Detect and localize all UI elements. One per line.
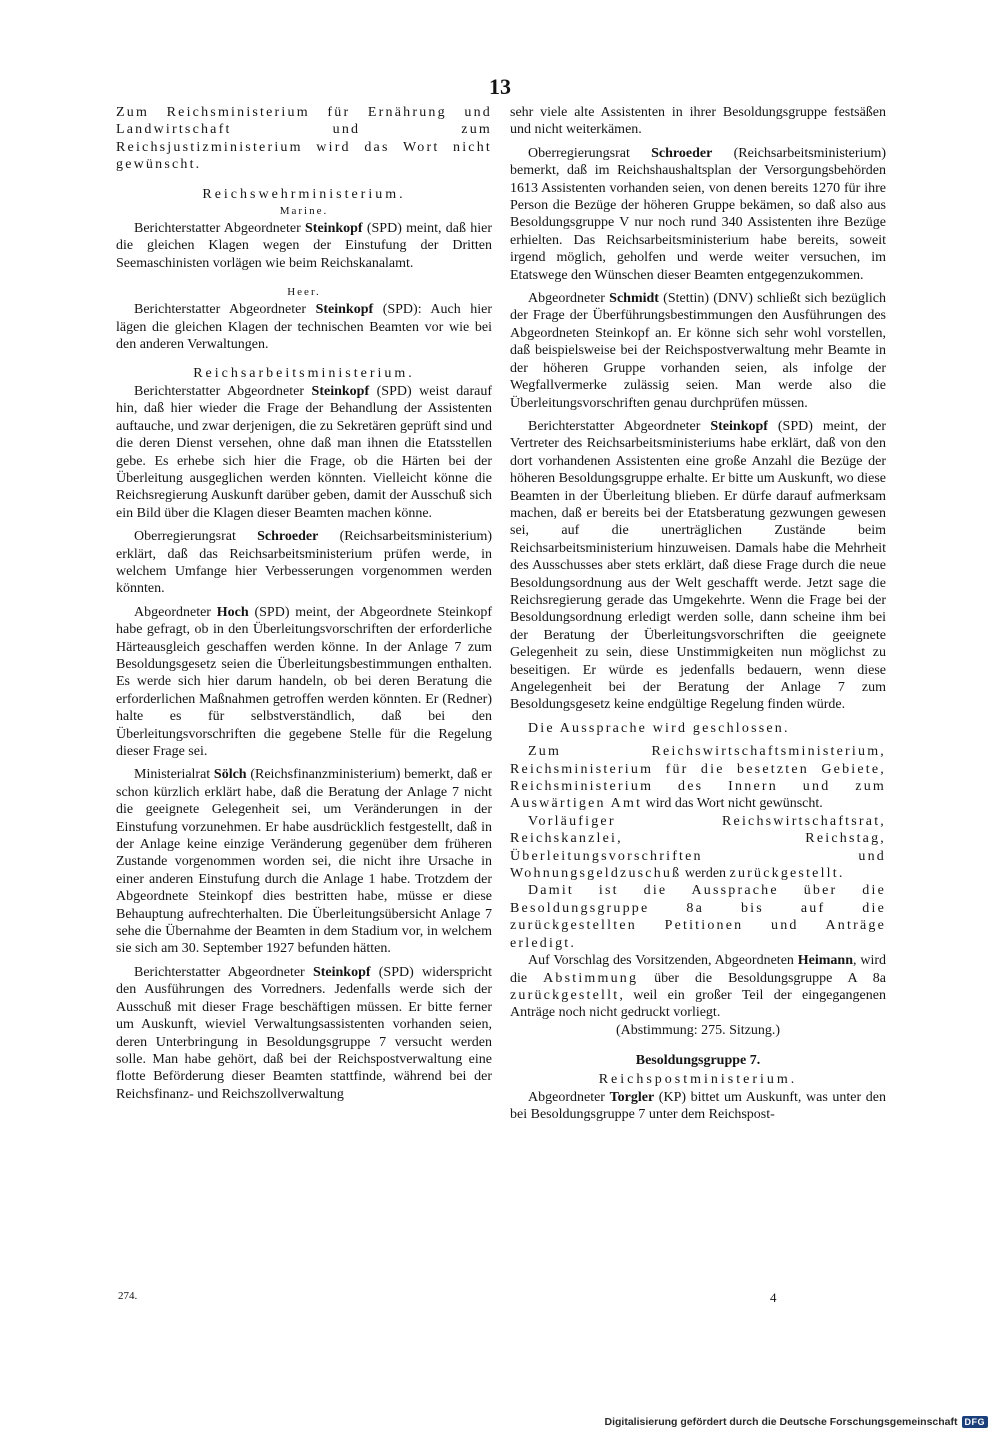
paragraph: sehr viele alte Assistenten in ihrer Besoldungsgruppe festsäßen und nicht weiterkämen. (510, 105, 886, 138)
speaker-name: Sölch (213, 767, 247, 783)
paragraph: Berichterstatter Abgeordneter Steinkopf (SPD) weist darauf hin, daß hier wieder die Frage der Behandlung der Assistenten auftauche, und zwar derjenigen, die zu Sekretären geprüft sind und die deren Dienst versehen, ohne daß man ihnen die Etatsstellen gebe. Es erhebe sich hier die Frage, ob die Härten bei der Überleitung ausgeglichen werden könnten. Vielleicht könne die Reichsregierung Auskunft darüber geben, damit der Ausschuß sich ein Bild über die Klagen dieser Beamten machen könne. (116, 383, 493, 521)
speaker-name: Steinkopf (315, 302, 374, 318)
paragraph: Abgeordneter Torgler (KP) bittet um Auskunft, was unter den bei Besoldungsgruppe 7 unter dem Reichspost- (510, 1089, 886, 1122)
paragraph: Berichterstatter Abgeordneter Steinkopf (SPD) meint, der Vertreter des Reichsarbeitsministeriums habe erklärt, daß von den dort vorhandenen Assistenten eine große Anzahl die Bezüge der höheren Besoldungsgruppe erhalte. Er bitte um Auskunft, wo diese Beamten in der Überleitung blieben. Er dürfe darauf aufmerksam machen, daß er bereits bei der Etatsberatung gezwungen gewesen sei, auf die unerträglichen Zustände beim Reichsarbeitsministerium hinzuweisen. Damals habe die Mehrheit des Ausschusses aber stets erklärt, daß diese Frage durch die neue Besoldungsordnung aus der Welt geschafft werde. Jetzt sage die Reichsregierung gerade das Umgekehrte. Wenn die Frage bei der Besoldungsordnung erledigt werden solle, dann scheine ihm bei der Beratung der Überleitungsvorschriften die geeignete Gelegenheit zu sein, diese Unstimmigkeiten nun möglichst zu beseitigen. Er würde es jedenfalls bedauern, wenn diese Angelegenheit bei der Beratung der Anlage 7 zum Besoldungsgesetz keine endgültige Regelung finden würde. (510, 418, 887, 713)
print-signature-right: 4 (770, 1290, 777, 1305)
paragraph: Abgeordneter Schmidt (Stettin) (DNV) schließt sich bezüglich der Frage der Überführungsbestimmungen den Ausführungen des Abgeordneten Steinkopf an. Er könne sich sehr wohl vorstellen, daß beispielsweise bei der Reichspostverwaltung mehr Beamte in der höheren Gruppe vorhanden seien, als infolge der Wegfallvermerke zulässig seien. Man werde also die Überleitungsvorschriften genau durchprüfen müssen. (510, 291, 887, 411)
digitization-credit (605, 1416, 988, 1428)
vote-reference: (Abstimmung: 275. Sitzung.) (615, 1022, 781, 1038)
paragraph-closing: Die Aussprache wird geschlossen. (528, 720, 790, 736)
dfg-logo-icon: DFG (962, 1416, 989, 1428)
paragraph: Ministerialrat Sölch (Reichsfinanzministerium) bemerkt, daß er schon kürzlich erklärt habe, daß die Beratung der Anlage 7 nicht die geeignete Gelegenheit sei, um Veränderungen in der Einstufung vorzunehmen. Er habe ausdrücklich festgestellt, daß in der Anlage keine einzige Veränderung gegenüber dem früheren Zustande vorgenommen worden sei, die nicht ihre Ursache in einer anderen Einstufung durch die Anlage 1 habe. Trotzdem der Abgeordnete Steinkopf dies bestritten habe, müsse er diese Behauptung aufrechterhalten. Die Überleitungsübersicht Anlage 7 sehe die Übernahme der Beamten in dem Stadium vor, in welchem sie sich am 30. September 1927 befunden hätten. (116, 767, 493, 957)
section-heading-reichsarbeit: Reichsarbeitsministerium. (193, 366, 415, 382)
speaker-name: Heimann (797, 953, 853, 969)
section-heading-reichspost: Reichspostministerium. (598, 1072, 798, 1088)
paragraph: Berichterstatter Abgeordneter Steinkopf (SPD) meint, daß hier die gleichen Klagen wegen der Einstufung der Dritten Seemaschinisten vorlägen wie beim Reichskanalamt. (116, 221, 493, 271)
left-column (116, 104, 492, 1103)
subsection-heading-heer: Heer. (287, 286, 321, 299)
paragraph: Oberregierungsrat Schroeder (Reichsarbeitsministerium) erklärt, daß das Reichsarbeitsministerium prüfen werde, in welchem Umfange hier Verbesserungen vorgenommen werden könnten. (116, 529, 492, 597)
paragraph: Berichterstatter Abgeordneter Steinkopf (SPD) widerspricht den Ausführungen des Vorredners. Jedenfalls werde sich der Ausschuß mit dieser Frage beschäftigen müssen. Er bitte ferner um Auskunft, wieviel Verwaltungsassistenten vorhanden seien, deren Unterbringung in Besoldungsgruppe 7 versucht werden solle. Man habe gehört, daß bei der Reichspostverwaltung eine flotte Beförderung dieser Beamten stattfinde, während bei der Reichsfinanz- und Reichszollverwaltung (116, 964, 492, 1102)
speaker-name: Steinkopf (311, 383, 370, 399)
paragraph: Berichterstatter Abgeordneter Steinkopf (SPD): Auch hier lägen die gleichen Klagen der technischen Beamten vor wie bei den anderen Verwaltungen. (116, 302, 493, 353)
paragraph: Abgeordneter Hoch (SPD) meint, der Abgeordnete Steinkopf habe gefragt, ob in den Überleitungsvorschriften der erforderliche Härteausgleich geschaffen werden könne. In der Anlage 7 zum Besoldungsgesetz seien die Überleitungsbestimmungen enthalten. Es werde sich hier darum handeln, ob bei deren Beratung die erforderlichen Maßnahmen getroffen werden könnten. Er (Redner) halte es für selbstverständlich, daß bei den Überleitungsvorschriften die gegebene Stelle für die Regelung dieser Frage sei. (116, 604, 492, 759)
speaker-name: Schroeder (257, 529, 319, 545)
section-heading-reichswehr: Reichswehrministerium. (202, 186, 406, 202)
paragraph: Vorläufiger Reichswirtschaftsrat, Reichskanzlei, Reichstag, Überleitungsvorschriften und Wohnungsgeldzuschuß werden zurückgestellt. (510, 813, 886, 882)
speaker-name: Torgler (609, 1089, 655, 1105)
speaker-name: Schroeder (651, 145, 713, 161)
paragraph: Oberregierungsrat Schroeder (Reichsarbeitsministerium) bemerkt, daß im Reichshaushaltsplan der Versorgungsbehörden 1613 Assistenten vorhanden seien, von denen bereits 1270 für ihre Person die Bezüge der höheren Gruppe bekämen, so daß also aus Besoldungsgruppe V nur noch rund 340 Assistenten ihre Bezüge erhielten. Das Reichsarbeitsministerium habe bereits, soweit irgend möglich, geholfen und werde weiter versuchen, im Etatswege den Wünschen dieser Beamten entgegenzukommen. (510, 145, 886, 283)
credit-text: Digitalisierung gefördert durch die Deutsche Forschungsgemeinschaft (604, 1416, 958, 1428)
right-column (510, 104, 886, 1123)
speaker-name: Steinkopf (312, 964, 371, 980)
speaker-name: Hoch (216, 604, 249, 620)
section-heading-besoldungsgruppe: Besoldungsgruppe 7. (635, 1053, 761, 1069)
speaker-name: Steinkopf (305, 221, 363, 237)
print-signature-left: 274. (118, 1290, 138, 1302)
paragraph: Auf Vorschlag des Vorsitzenden, Abgeordneten Heimann, wird die Abstimmung über die Besoldungsgruppe A 8a zurückgestellt, weil ein großer Teil der eingegangenen Anträge noch nicht gedruckt vorliegt. (510, 953, 886, 1021)
speaker-name: Schmidt (609, 291, 659, 307)
speaker-name: Steinkopf (710, 418, 768, 434)
paragraph: Zum Reichsministerium für Ernährung und Landwirtschaft und zum Reichsjustizministerium wird das Wort nicht gewünscht. (116, 105, 492, 173)
subsection-heading-marine: Marine. (279, 205, 329, 218)
paragraph: Zum Reichswirtschaftsministerium, Reichsministerium für die besetzten Gebiete, Reichsministerium des Innern und zum Auswärtigen Amt wird das Wort nicht gewünscht. (510, 744, 886, 812)
page-number: 13 (489, 74, 511, 99)
paragraph: Damit ist die Aussprache über die Besoldungsgruppe 8a bis auf die zurückgestellten Petitionen und Anträge erledigt. (510, 883, 886, 951)
